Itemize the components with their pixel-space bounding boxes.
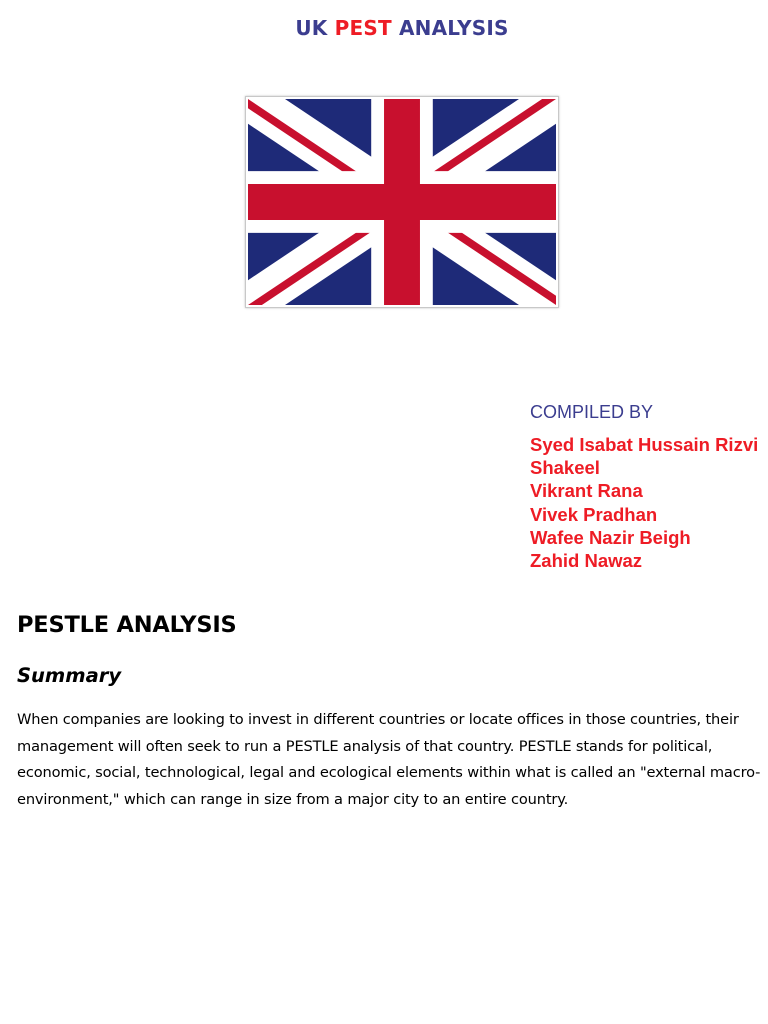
author-name: Vikrant Rana	[530, 480, 643, 502]
summary-heading: Summary	[17, 664, 122, 687]
author-name: Vivek Pradhan	[530, 503, 658, 525]
page-title-uk: UK	[295, 16, 328, 40]
compiled-by-block	[530, 402, 758, 572]
section-heading: PESTLE ANALYSIS	[17, 612, 237, 638]
union-jack-flag-icon	[248, 99, 556, 305]
author-name: Zahid Nawaz	[530, 550, 643, 572]
page-title-pest: PEST	[334, 16, 392, 40]
author-name: Wafee Nazir Beigh	[530, 526, 691, 548]
compiled-by-label: COMPILED BY	[530, 402, 654, 422]
summary-paragraph: When companies are looking to invest in different countries or locate offices in those countries, their management will often seek to run a PESTLE analysis of that country. PESTLE stands for political, economic, social, technological, legal and ecological elements within what is called an "external macro-environment," which can range in size from a major city to an entire country.	[17, 711, 761, 808]
page-title	[0, 16, 768, 40]
author-name: Shakeel	[530, 457, 600, 479]
author-name: Syed Isabat Hussain Rizvi	[530, 434, 759, 455]
union-jack-flag-image	[245, 96, 559, 308]
author-list	[530, 433, 758, 572]
page-title-analysis: ANALYSIS	[398, 16, 509, 40]
